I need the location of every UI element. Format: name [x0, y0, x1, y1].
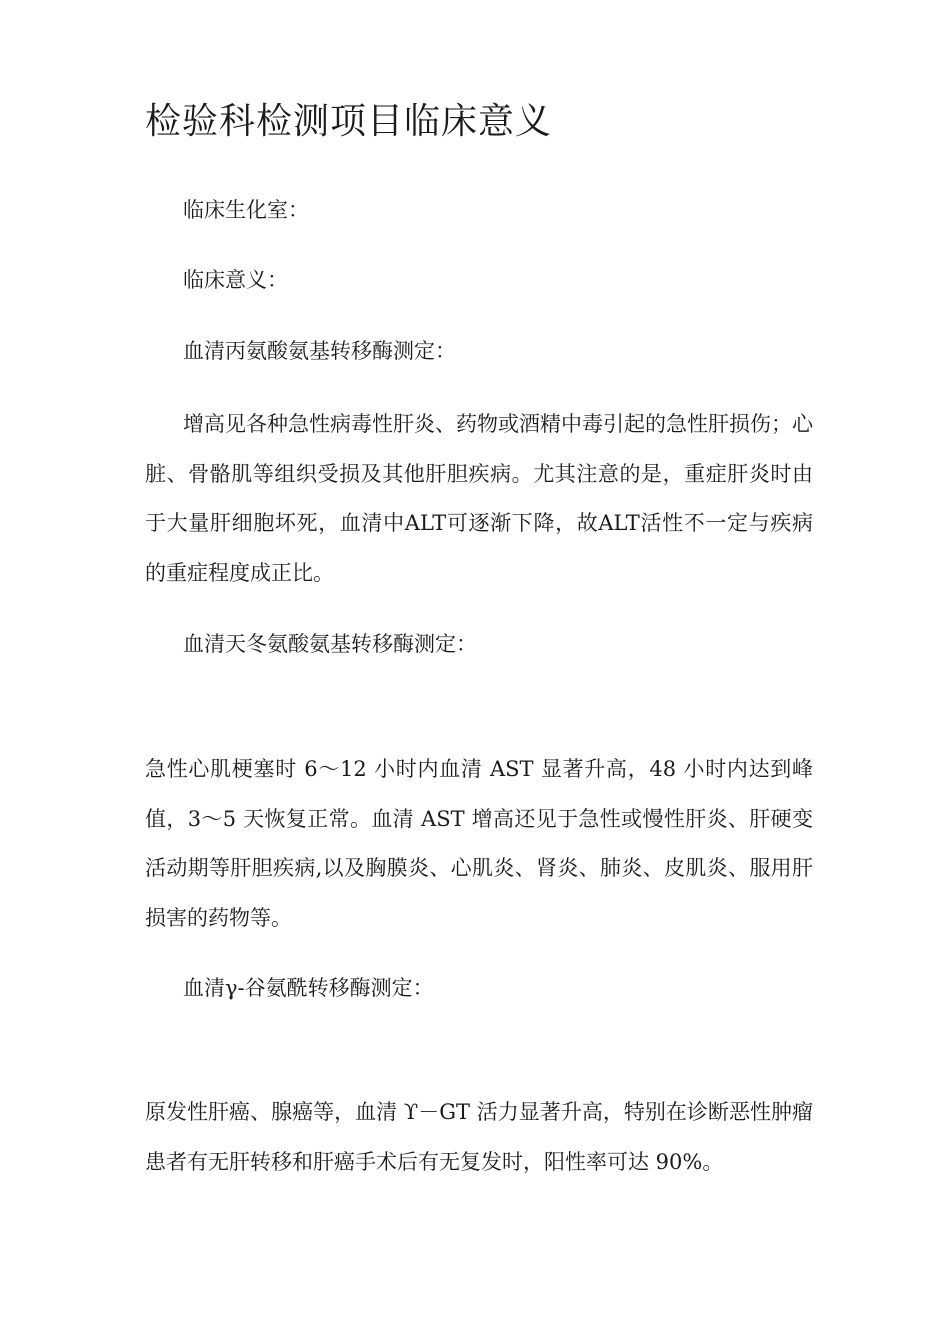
ast-heading: 血清天冬氨酸氨基转移酶测定： [183, 632, 477, 656]
document-title: 检验科检测项目临床意义 [145, 101, 553, 142]
alt-paragraph: 增高见各种急性病毒性肝炎、药物或酒精中毒引起的急性肝损伤；心脏、骨骼肌等组织受损及其他肝胆疾病。尤其注意的是，重症肝炎时由于大量肝细胞坏死，血清中ALT可逐渐下降，故ALT活性不一定与疾病的重症程度成正比。 [145, 412, 813, 585]
section-lab-label: 临床生化室： [183, 198, 309, 222]
ggt-paragraph: 原发性肝癌、腺癌等，血清 ϒ－GT 活力显著升高，特别在诊断恶性肿瘤患者有无肝转移和肝癌手术后有无复发时，阳性率可达 90%。 [145, 1100, 813, 1174]
ggt-heading: 血清γ-谷氨酰转移酶测定： [183, 976, 434, 1000]
alt-heading: 血清丙氨酸氨基转移酶测定： [183, 339, 456, 363]
section-meaning-label: 临床意义： [183, 268, 288, 292]
ast-paragraph: 急性心肌梗塞时 6～12 小时内血清 AST 显著升高，48 小时内达到峰值，3～5 天恢复正常。血清 AST 增高还见于急性或慢性肝炎、肝硬变活动期等肝胆疾病,以及胸膜炎、心肌炎、肾炎、肺炎、皮肌炎、服用肝损害的药物等。 [145, 757, 813, 930]
